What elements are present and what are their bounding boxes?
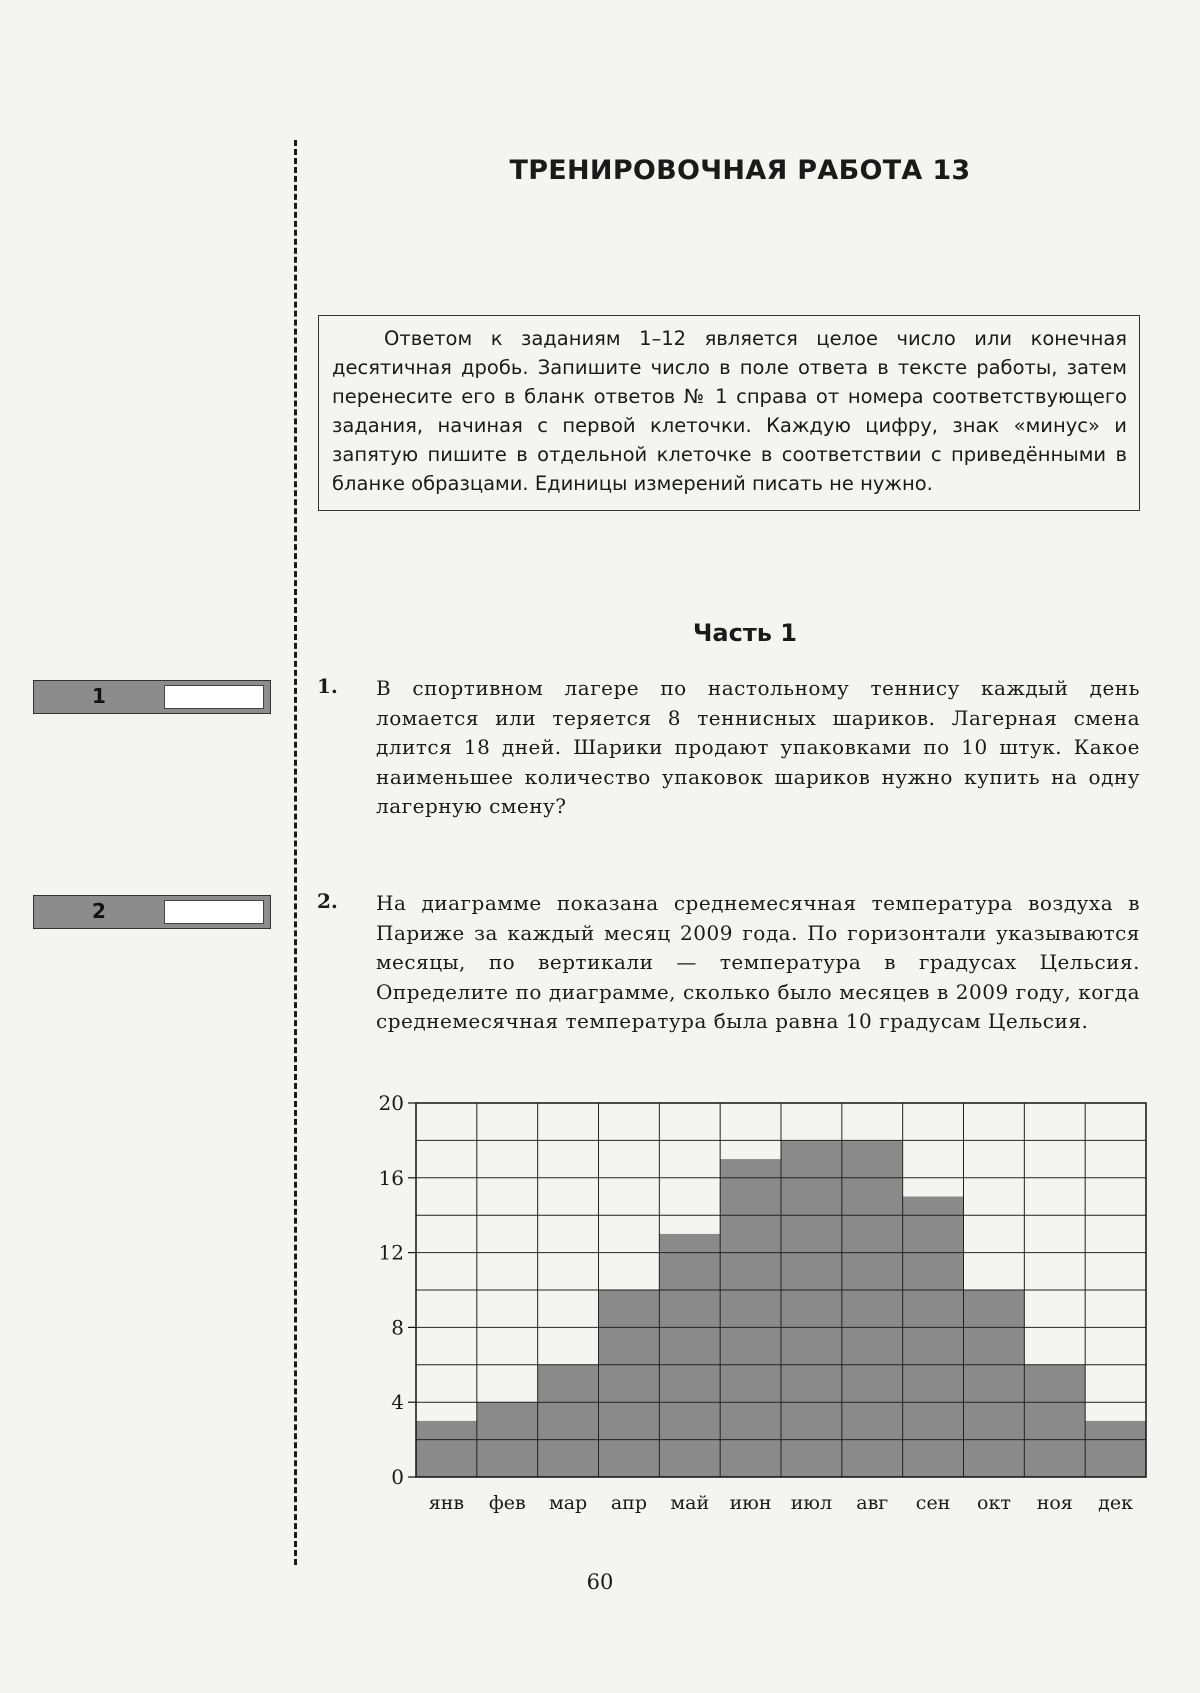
task-1-text: В спортивном лагере по настольному теннису каждый день ломается или теряется 8 теннисных шариков. Лагерная смена длится 18 дней. Шарики продают упаковками по 10 штук. Какое наименьшее количество упаковок шариков нужно купить на одну лагерную смену? <box>376 676 1140 818</box>
x-tick-label: янв <box>428 1492 465 1514</box>
x-tick-label: мар <box>548 1492 588 1514</box>
x-tick-label: апр <box>610 1492 647 1514</box>
cut-line <box>294 140 297 1565</box>
page-title: ТРЕНИРОВОЧНАЯ РАБОТА 13 <box>509 155 971 186</box>
answer-box-label: 2 <box>92 899 106 923</box>
task-number: 1. <box>317 674 338 698</box>
bar <box>903 1197 964 1478</box>
answer-box-task-2 <box>33 895 271 929</box>
y-tick-label: 8 <box>391 1315 404 1340</box>
x-tick-label: ноя <box>1036 1492 1073 1514</box>
bar <box>720 1159 781 1477</box>
bar <box>599 1290 660 1477</box>
bar <box>659 1234 720 1477</box>
x-tick-label: дек <box>1098 1492 1133 1514</box>
bar <box>1085 1421 1146 1477</box>
task-number: 2. <box>317 889 338 913</box>
y-tick-label: 20 <box>378 1095 404 1115</box>
answer-field[interactable] <box>164 900 264 924</box>
answer-field[interactable] <box>164 685 264 709</box>
y-tick-label: 0 <box>391 1465 404 1489</box>
x-tick-label: июн <box>729 1492 772 1514</box>
instructions-box: Ответом к заданиям 1–12 является целое число или конечная десятичная дробь. Запишите число в поле ответа в тексте работы, затем перенесите его в бланк ответов № 1 справа от номера соответствующего задания, начиная с первой клеточки. Каждую цифру, знак «минус» и запятую пишите в отдельной клеточке в соответствии с приведёнными в бланке образцами. Единицы измерений писать не нужно. <box>318 315 1140 511</box>
x-tick-label: июл <box>790 1492 833 1514</box>
x-tick-label: май <box>670 1492 710 1514</box>
y-tick-label: 16 <box>378 1165 404 1190</box>
y-tick-label: 4 <box>391 1390 404 1415</box>
x-tick-label: сен <box>915 1492 951 1514</box>
page-number: 60 <box>586 1570 614 1594</box>
bar <box>416 1421 477 1477</box>
bar <box>964 1290 1025 1477</box>
bar <box>781 1140 842 1477</box>
bar <box>842 1140 903 1477</box>
answer-box-task-1 <box>33 680 271 714</box>
x-tick-label: окт <box>977 1492 1011 1514</box>
x-tick-label: авг <box>856 1492 889 1514</box>
bar <box>538 1365 599 1477</box>
part-title: Часть 1 <box>693 619 797 647</box>
temperature-bar-chart <box>360 1095 1160 1525</box>
y-tick-label: 12 <box>378 1240 404 1265</box>
task-2-text: На диаграмме показана среднемесячная температура воздуха в Париже за каждый месяц 2009 года. По горизонтали указываются месяцы, по вертикали — температура в градусах Цельсия. Определите по диаграмме, сколько было месяцев в 2009 году, когда среднемесячная температура была равна 10 градусам Цельсия. <box>376 891 1140 1033</box>
answer-box-label: 1 <box>92 684 106 708</box>
bar <box>1024 1365 1085 1477</box>
x-tick-label: фев <box>488 1492 526 1514</box>
